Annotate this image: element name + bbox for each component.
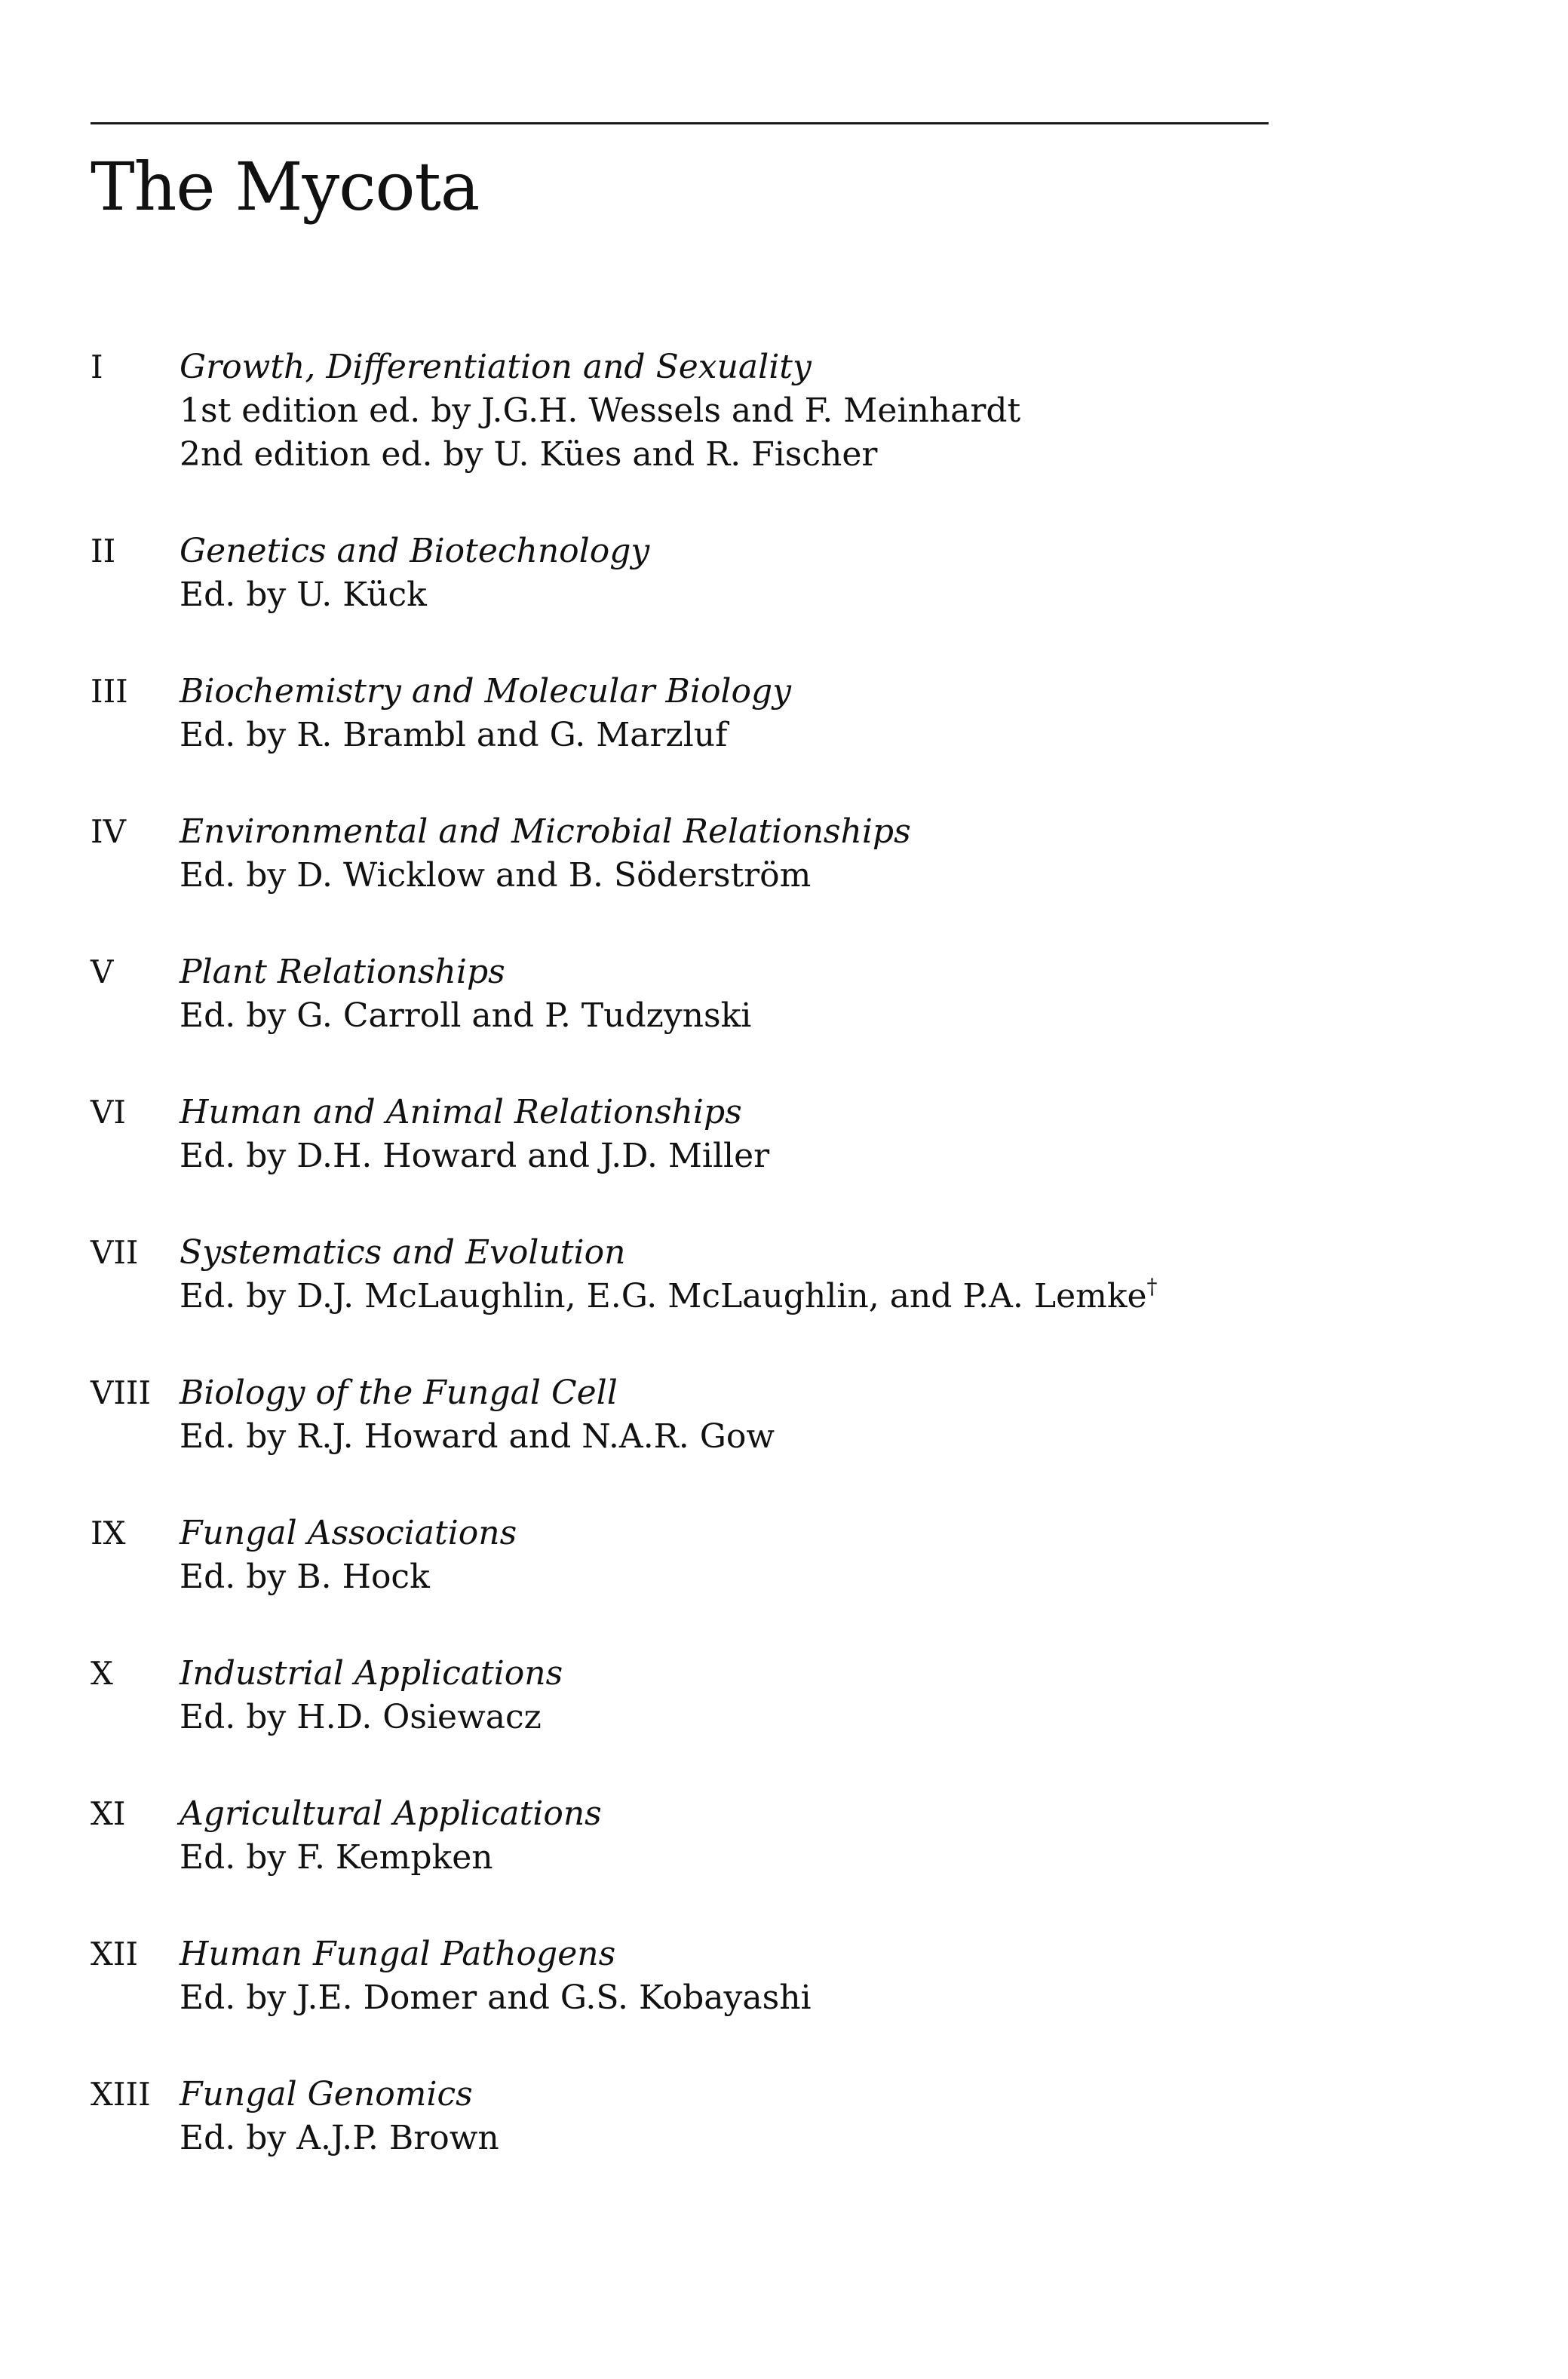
volume-entry bbox=[91, 345, 1448, 477]
editor-text: Ed. by H.D. Osiewacz bbox=[180, 1698, 542, 1736]
volume-editors bbox=[180, 854, 1448, 898]
volume-number: VII bbox=[91, 1234, 139, 1271]
volume-title: Systematics and Evolution bbox=[180, 1233, 626, 1272]
volume-title: Biology of the Fungal Cell bbox=[180, 1374, 618, 1412]
volume-number: I bbox=[91, 348, 103, 385]
volume-title: Fungal Genomics bbox=[180, 2075, 473, 2113]
volume-details bbox=[180, 1512, 1448, 1599]
volume-entry bbox=[91, 1371, 1448, 1459]
editor-text: Ed. by D.J. McLaughlin, E.G. McLaughlin, and P.A. Lemke bbox=[180, 1277, 1147, 1315]
volume-number: III bbox=[91, 673, 128, 710]
volume-details bbox=[180, 1091, 1448, 1178]
volume-entry bbox=[91, 810, 1448, 898]
editor-text: Ed. by R.J. Howard and N.A.R. Gow bbox=[180, 1417, 775, 1456]
volume-entry bbox=[91, 1512, 1448, 1599]
volume-title: Biochemistry and Molecular Biology bbox=[180, 672, 792, 711]
editor-text: Ed. by F. Kempken bbox=[180, 1838, 493, 1877]
volume-editors bbox=[180, 2117, 1448, 2160]
volume-title: Growth, Differentiation and Sexuality bbox=[180, 348, 812, 386]
volume-title: Fungal Associations bbox=[180, 1514, 517, 1552]
volume-entry bbox=[91, 950, 1448, 1038]
volume-title: Plant Relationships bbox=[180, 953, 505, 991]
volume-entry bbox=[91, 2073, 1448, 2160]
volume-number: XII bbox=[91, 1935, 139, 1972]
editor-text: Ed. by D.H. Howard and J.D. Miller bbox=[180, 1137, 770, 1175]
volume-title: Human and Animal Relationships bbox=[180, 1093, 742, 1131]
volume-details bbox=[180, 950, 1448, 1038]
volume-title: Agricultural Applications bbox=[180, 1794, 602, 1833]
volume-title: Genetics and Biotechnology bbox=[180, 532, 650, 570]
volume-title: Human Fungal Pathogens bbox=[180, 1935, 616, 1973]
volume-number: II bbox=[91, 533, 116, 569]
volume-editors bbox=[180, 389, 1448, 433]
volume-editors bbox=[180, 1134, 1448, 1178]
volume-number: IX bbox=[91, 1515, 126, 1552]
volume-details bbox=[180, 1932, 1448, 2020]
volume-number: XIII bbox=[91, 2076, 151, 2113]
volume-entry bbox=[91, 1231, 1448, 1318]
top-rule bbox=[91, 122, 1269, 124]
volume-details bbox=[180, 670, 1448, 757]
volume-editors bbox=[180, 573, 1448, 617]
volume-entry bbox=[91, 670, 1448, 757]
volume-details bbox=[180, 1792, 1448, 1880]
volume-details bbox=[180, 345, 1448, 477]
volume-list bbox=[91, 345, 1448, 2213]
editor-text: Ed. by J.E. Domer and G.S. Kobayashi bbox=[180, 1978, 812, 2017]
editor-text: Ed. by A.J.P. Brown bbox=[180, 2119, 499, 2157]
volume-editors bbox=[180, 1696, 1448, 1739]
volume-entry bbox=[91, 1792, 1448, 1880]
editor-text: Ed. by R. Brambl and G. Marzluf bbox=[180, 716, 728, 754]
volume-entry bbox=[91, 1932, 1448, 2020]
volume-editors bbox=[180, 1415, 1448, 1459]
volume-number: VI bbox=[91, 1094, 126, 1131]
volume-details bbox=[180, 2073, 1448, 2160]
volume-editors bbox=[180, 994, 1448, 1038]
volume-number: X bbox=[91, 1655, 113, 1692]
volume-title: Environmental and Microbial Relationships bbox=[180, 812, 911, 851]
volume-details bbox=[180, 810, 1448, 898]
volume-title: Industrial Applications bbox=[180, 1654, 563, 1693]
volume-number: VIII bbox=[91, 1374, 152, 1411]
editor-text: Ed. by G. Carroll and P. Tudzynski bbox=[180, 996, 752, 1035]
volume-entry bbox=[91, 1652, 1448, 1739]
editor-text: Ed. by D. Wicklow and B. Söderström bbox=[180, 856, 812, 895]
volume-editors bbox=[180, 714, 1448, 757]
volume-editors bbox=[180, 1555, 1448, 1599]
deceased-mark: † bbox=[1146, 1274, 1158, 1299]
volume-number: V bbox=[91, 953, 114, 990]
volume-editors bbox=[180, 1836, 1448, 1880]
editor-text: Ed. by U. Kück bbox=[180, 576, 427, 614]
volume-details bbox=[180, 530, 1448, 617]
volume-entry bbox=[91, 530, 1448, 617]
editor-text: Ed. by B. Hock bbox=[180, 1558, 430, 1596]
volume-details bbox=[180, 1231, 1448, 1318]
volume-number: IV bbox=[91, 813, 126, 850]
volume-editors bbox=[180, 1976, 1448, 2020]
volume-editors bbox=[180, 433, 1448, 477]
volume-number: XI bbox=[91, 1795, 126, 1832]
volume-details bbox=[180, 1652, 1448, 1739]
page-title: The Mycota bbox=[91, 148, 480, 226]
volume-details bbox=[180, 1371, 1448, 1459]
editor-text: 2nd edition ed. by U. Kües and R. Fischer bbox=[180, 435, 878, 474]
editor-text: 1st edition ed. by J.G.H. Wessels and F. Meinhardt bbox=[180, 391, 1021, 430]
volume-editors bbox=[180, 1275, 1448, 1318]
volume-entry bbox=[91, 1091, 1448, 1178]
